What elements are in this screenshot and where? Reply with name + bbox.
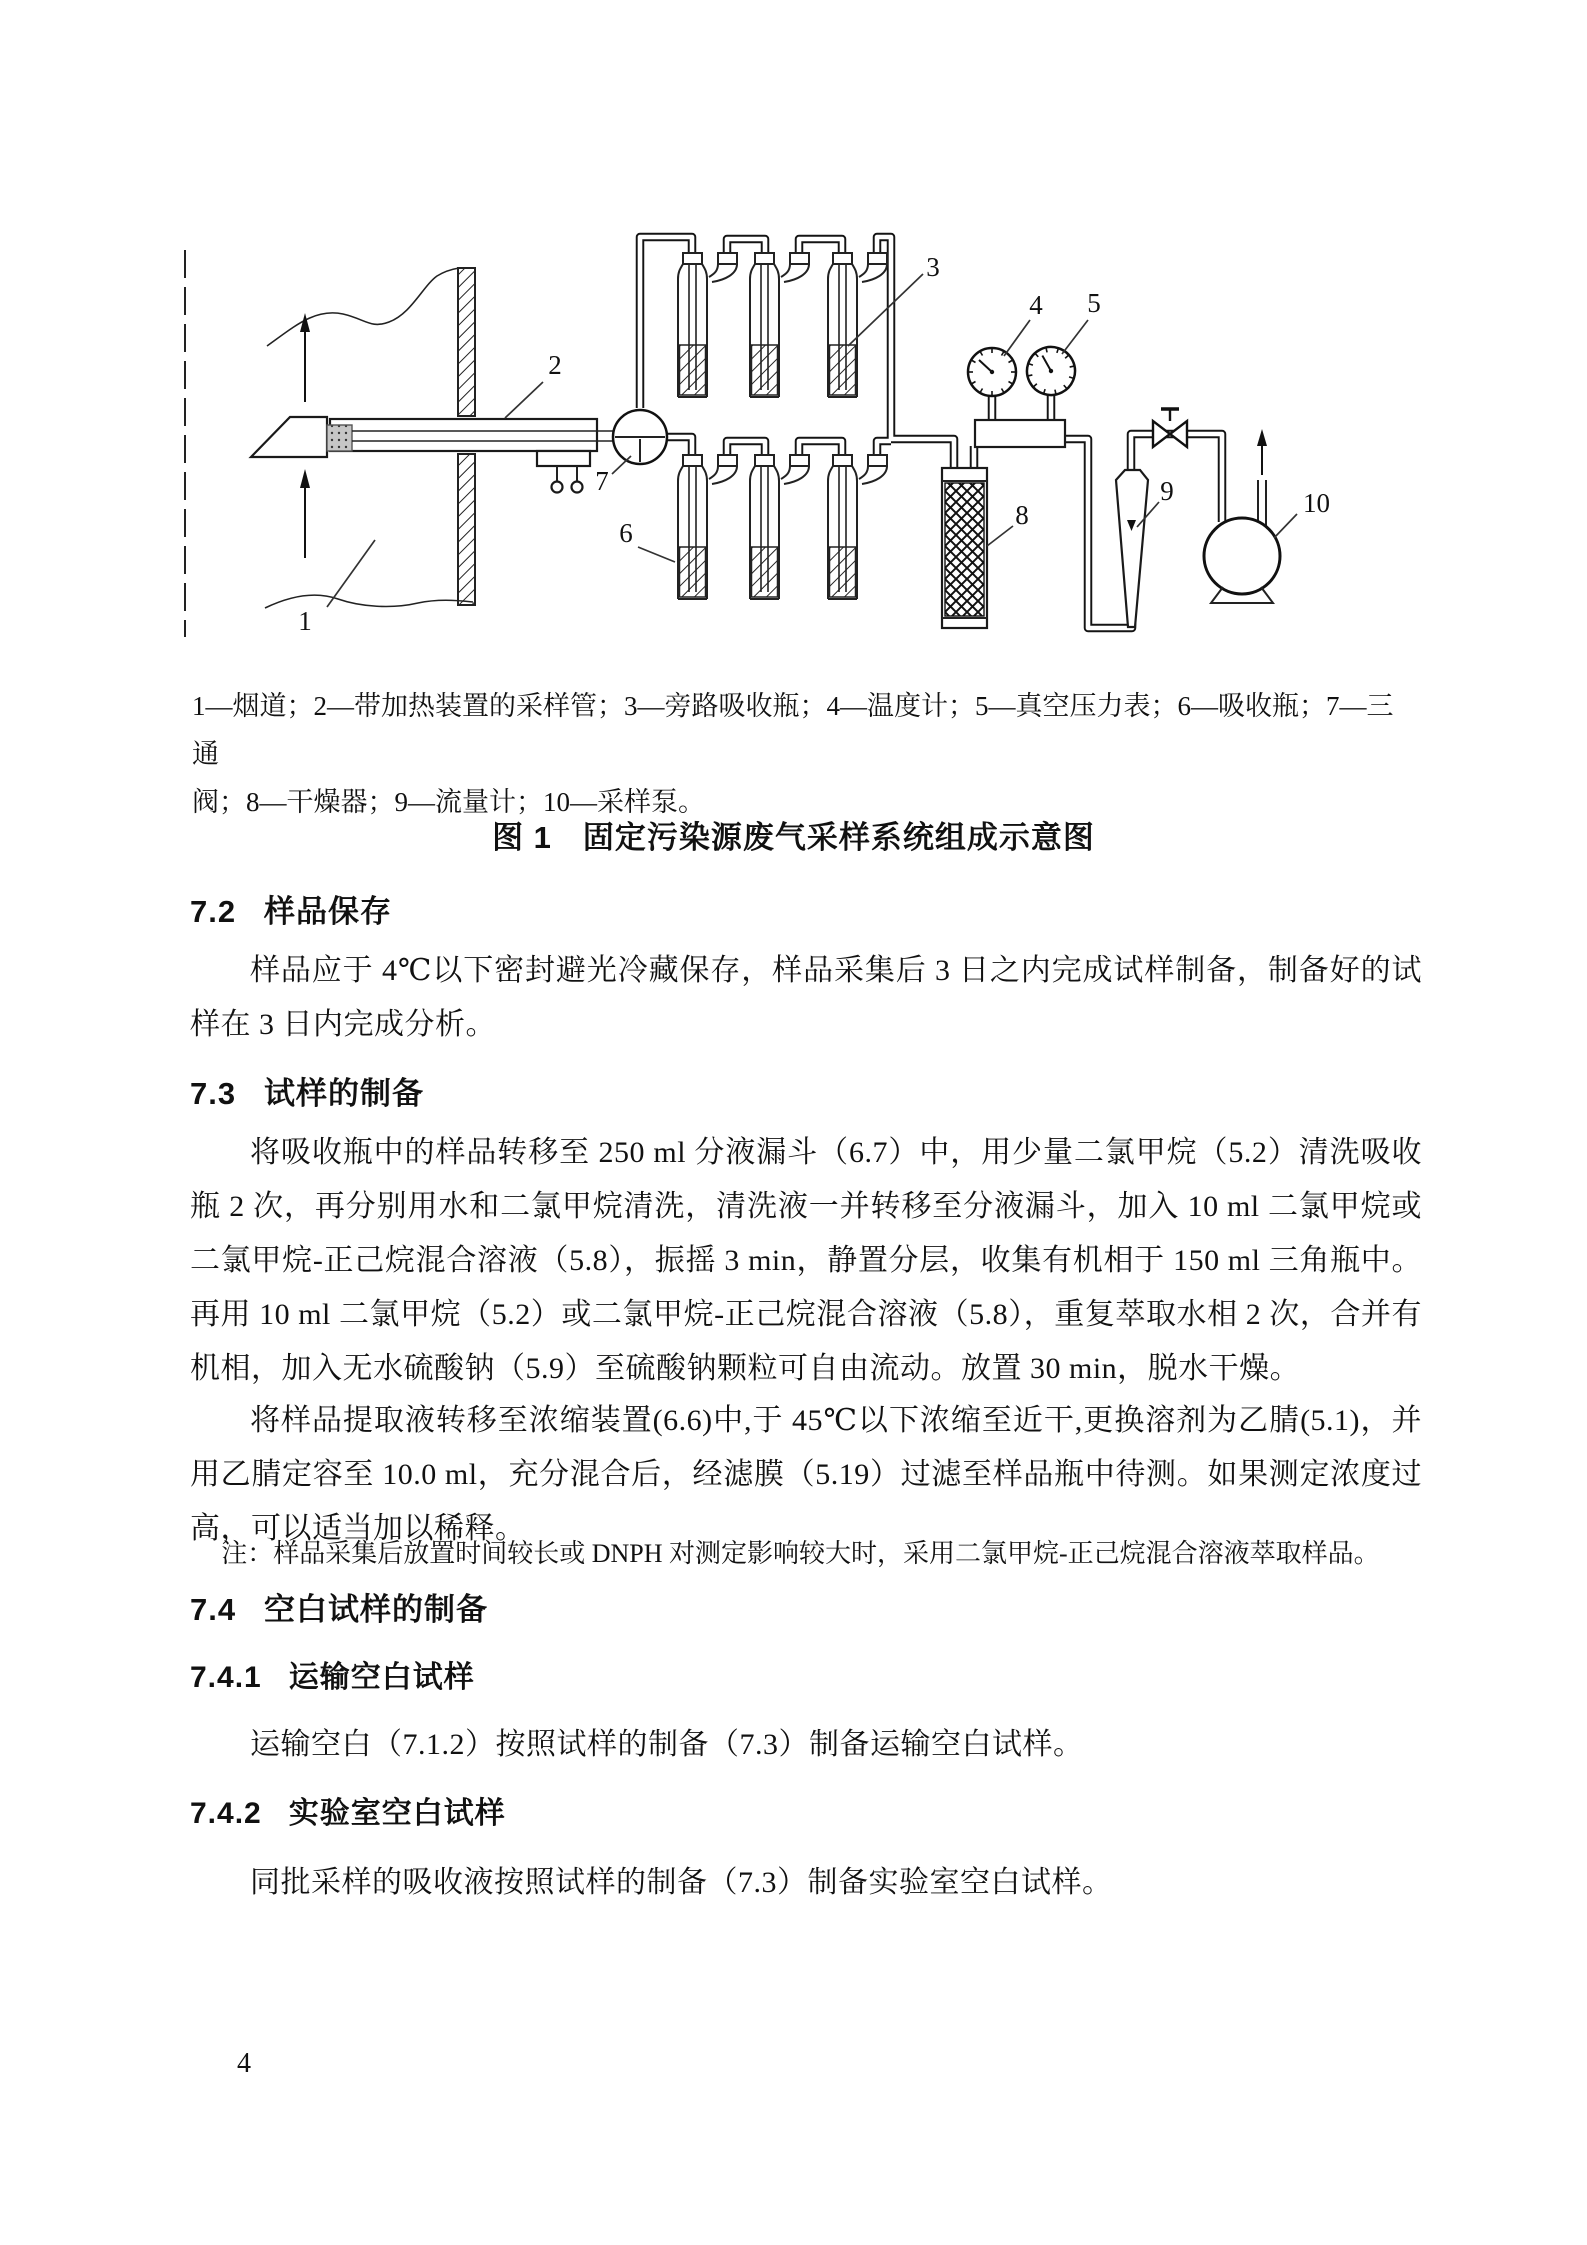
section-title: 样品保存 — [264, 894, 392, 929]
gauge-manifold — [975, 420, 1065, 447]
section-7-4-heading — [190, 1584, 488, 1629]
thermometer-gauge — [968, 348, 1016, 396]
section-7-2-heading — [190, 886, 392, 931]
section-number: 7.4.2 — [190, 1797, 262, 1830]
flue-wall-lower — [458, 454, 475, 605]
figure-label-9: 9 — [1160, 476, 1174, 506]
page-number: 4 — [237, 2048, 251, 2079]
section-7-3-heading — [190, 1068, 424, 1113]
three-way-valve — [613, 410, 667, 464]
exhaust-arrow — [1257, 429, 1267, 446]
figure-legend-line-1: 1—烟道；2—带加热装置的采样管；3—旁路吸收瓶；4—温度计；5—真空压力表；6—吸收瓶；7—三通 — [192, 691, 1394, 769]
figure-caption-number: 图 1 — [492, 820, 552, 855]
vacuum-pressure-gauge — [1021, 341, 1081, 401]
section-7-3-paragraph-2: 将样品提取液转移至浓缩装置(6.6)中,于 45℃以下浓缩至近干,更换溶剂为乙腈(5.1)，并用乙腈定容至 10.0 ml，充分混合后，经滤膜（5.19）过滤至样品瓶中待测。如果测定浓度过高，可以适当加以稀释。 — [190, 1404, 1422, 1545]
figure-label-10: 10 — [1303, 488, 1330, 518]
figure-legend — [192, 682, 1417, 826]
section-7-3-note: 注：样品采集后放置时间较长或 DNPH 对测定影响较大时，采用二氯甲烷-正己烷混合溶液萃取样品。 — [221, 1539, 1380, 1568]
absorption-bottles — [678, 455, 887, 599]
section-title: 空白试样的制备 — [264, 1592, 488, 1627]
probe-heater-plug — [537, 451, 590, 493]
section-7-4-1-heading — [190, 1652, 475, 1696]
figure-caption — [0, 812, 1587, 857]
section-7-4-1-paragraph: 运输空白（7.1.2）按照试样的制备（7.3）制备运输空白试样。 — [250, 1728, 1084, 1761]
section-title: 运输空白试样 — [288, 1661, 475, 1694]
section-title: 试样的制备 — [264, 1076, 424, 1111]
sampling-system-schematic — [175, 150, 1355, 650]
needle-valve — [1153, 409, 1187, 447]
figure-label-8: 8 — [1015, 500, 1029, 530]
figure-label-7: 7 — [595, 466, 609, 496]
section-number: 7.2 — [190, 894, 237, 929]
flow-meter — [1116, 470, 1148, 627]
flue-wall-upper — [458, 268, 475, 416]
figure-label-2: 2 — [548, 350, 562, 380]
section-7-4-2-heading — [190, 1788, 506, 1832]
section-7-3-paragraph-1: 将吸收瓶中的样品转移至 250 ml 分液漏斗（6.7）中，用少量二氯甲烷（5.2）清洗吸收瓶 2 次，再分别用水和二氯甲烷清洗，清洗液一并转移至分液漏斗，加入 10 ml 二氯甲烷或二氯甲烷-正己烷混合溶液（5.8），振摇 3 min，静置分层，收集有机相于 150 ml 三角瓶中。再用 10 ml 二氯甲烷（5.2）或二氯甲烷-正己烷混合溶液（5.8），重复萃取水相 2 次，合并有机相，加入无水硫酸钠（5.9）至硫酸钠颗粒可自由流动。放置 30 min，脱水干燥。 — [190, 1136, 1422, 1385]
bypass-absorption-bottles — [678, 253, 887, 397]
figure-label-3: 3 — [926, 252, 940, 282]
probe-filter — [327, 425, 352, 451]
section-number: 7.4.1 — [190, 1661, 262, 1694]
section-title: 实验室空白试样 — [288, 1797, 506, 1830]
figure-caption-title: 固定污染源废气采样系统组成示意图 — [582, 820, 1095, 855]
dryer — [942, 468, 987, 628]
figure-diagram — [175, 150, 1355, 650]
figure-legend-line-2: 阀；8—干燥器；9—流量计；10—采样泵。 — [192, 787, 705, 817]
section-number: 7.3 — [190, 1076, 237, 1111]
section-7-4-2-paragraph: 同批采样的吸收液按照试样的制备（7.3）制备实验室空白试样。 — [250, 1866, 1113, 1899]
sampling-pump — [1204, 429, 1280, 603]
figure-label-5: 5 — [1087, 288, 1101, 318]
figure-label-4: 4 — [1029, 290, 1043, 320]
figure-label-1: 1 — [298, 606, 312, 636]
section-number: 7.4 — [190, 1592, 237, 1627]
section-7-2-paragraph: 样品应于 4℃以下密封避光冷藏保存，样品采集后 3 日之内完成试样制备，制备好的试样在 3 日内完成分析。 — [190, 954, 1422, 1041]
figure-label-6: 6 — [619, 518, 633, 548]
